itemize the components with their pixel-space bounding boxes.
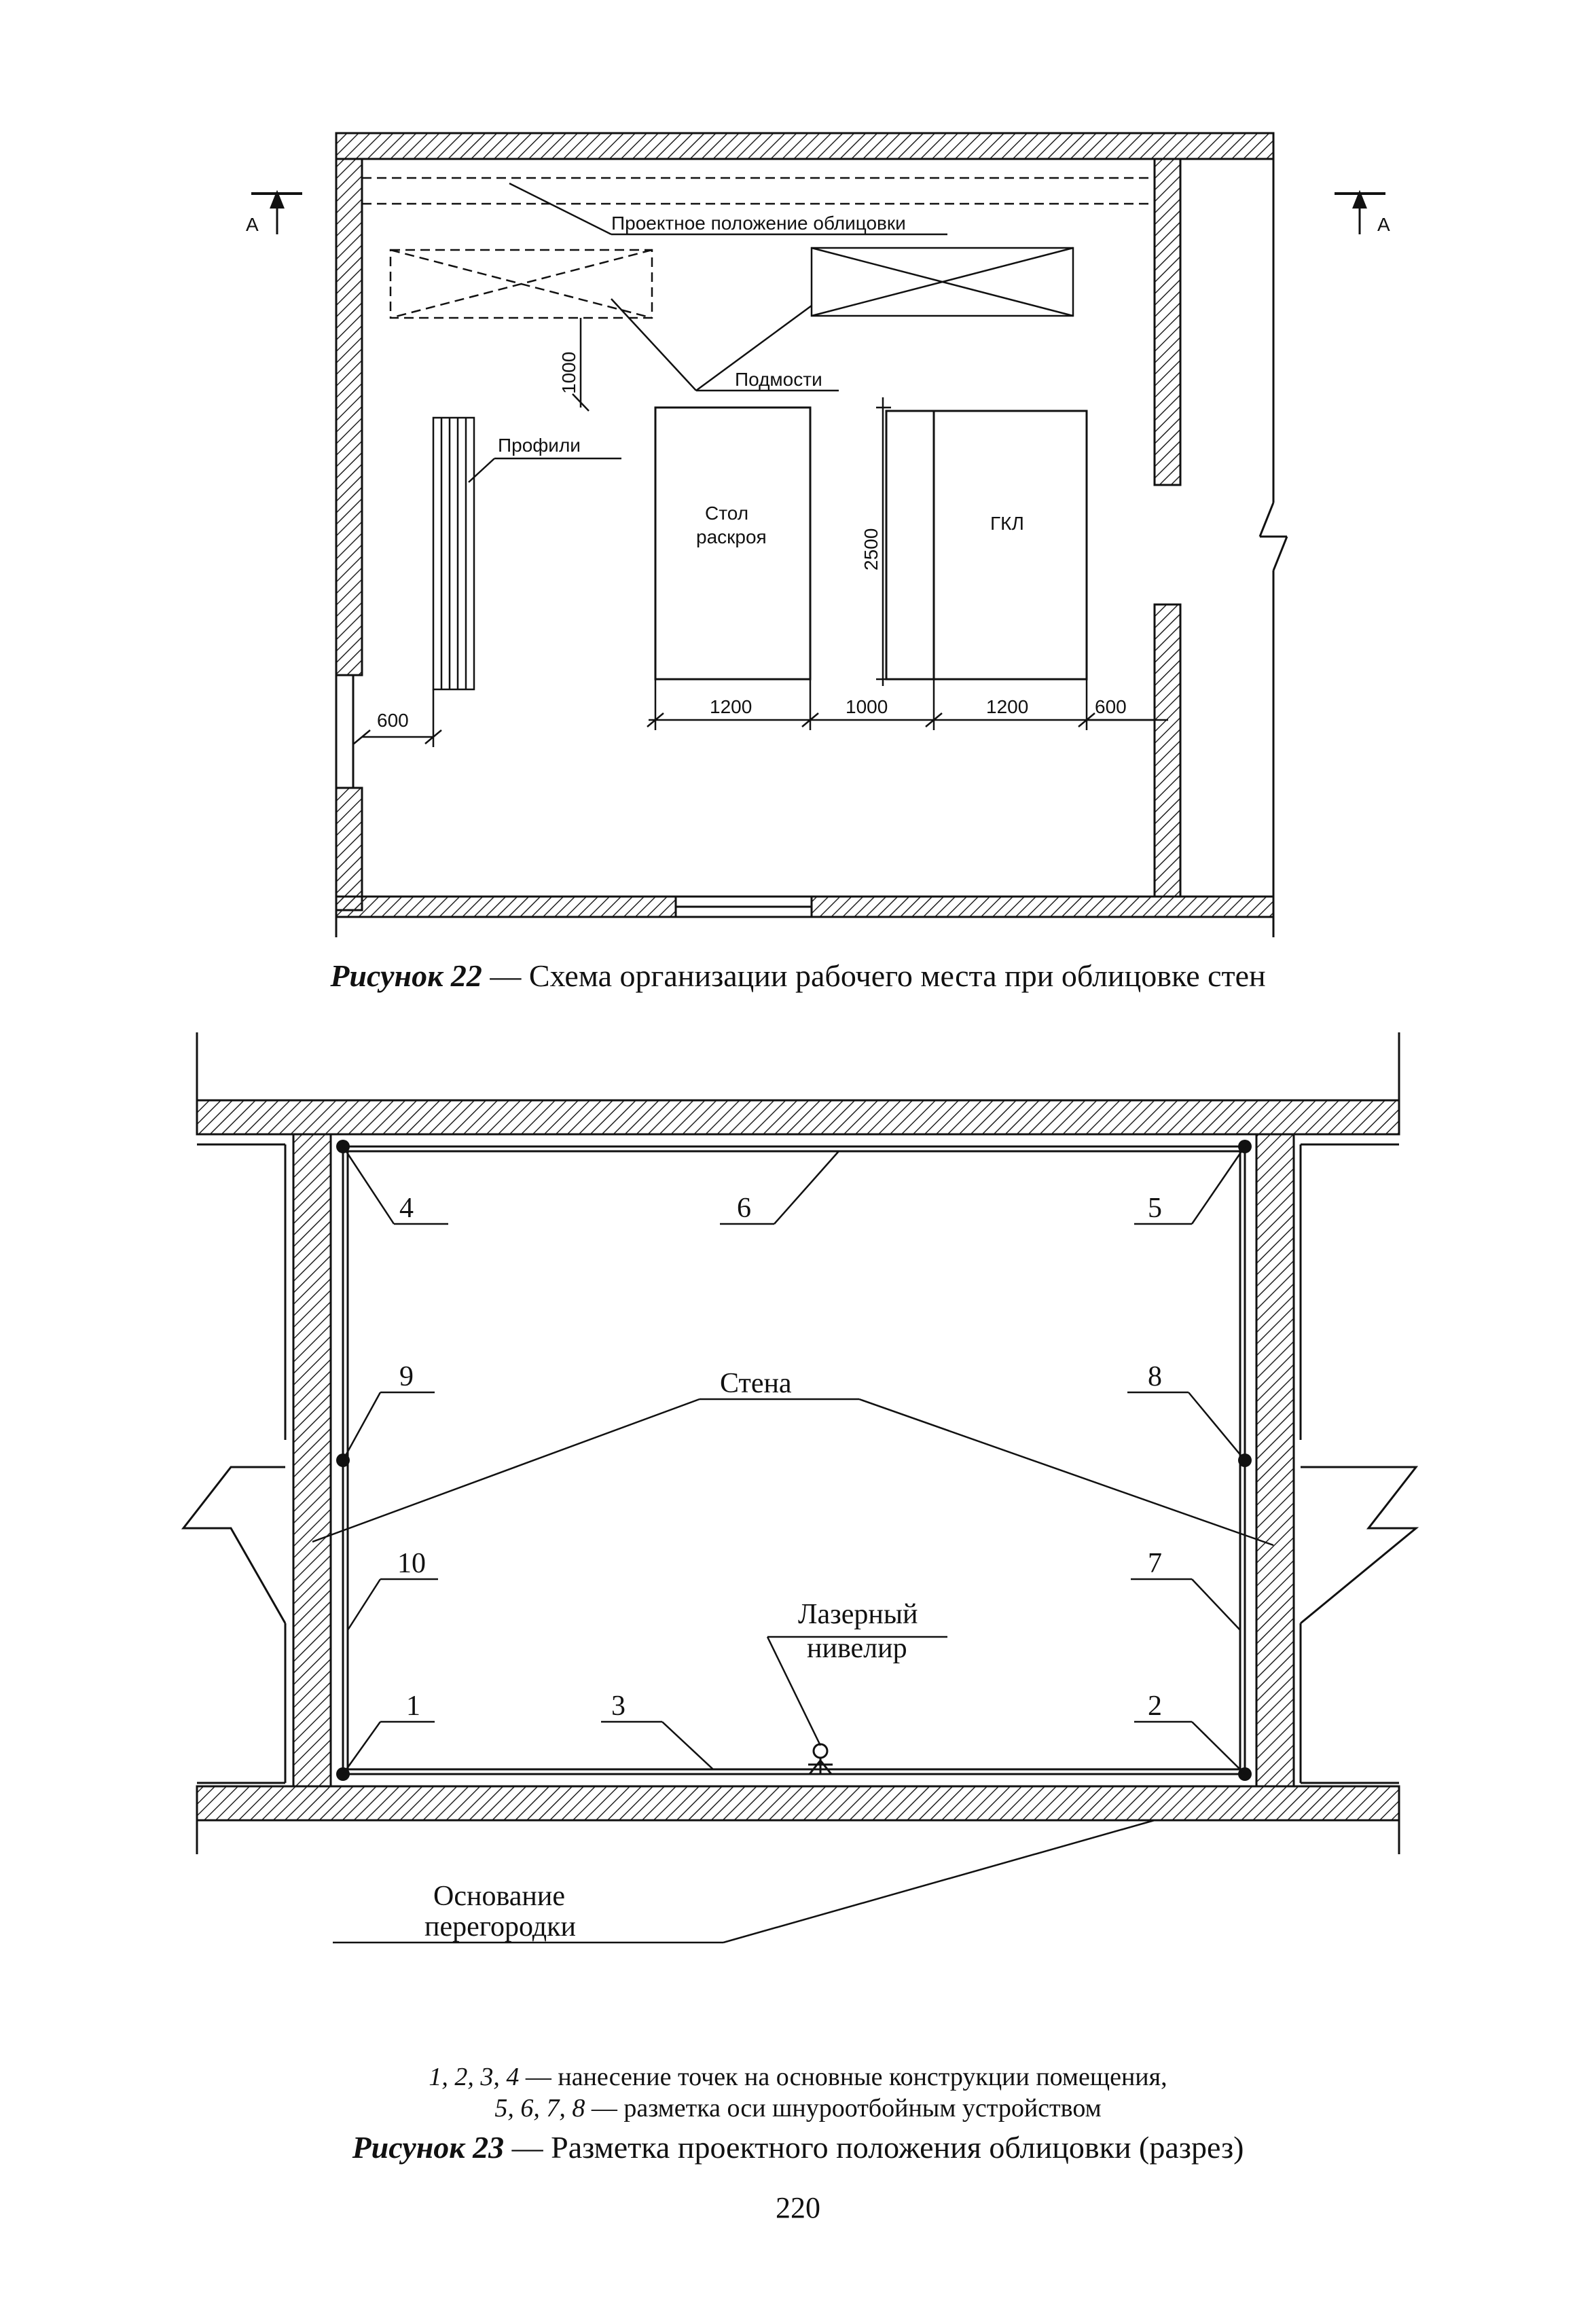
legend-line-1-nums: 1, 2, 3, 4 (429, 2063, 520, 2091)
figure-23-caption (0, 2129, 1596, 2165)
label-3: 3 (611, 1691, 625, 1722)
legend-line-2-nums: 5, 6, 7, 8 (494, 2094, 585, 2123)
label-laser-line2: нивелир (807, 1633, 907, 1664)
label-table-line2: раскроя (696, 526, 767, 547)
label-table-line1: Стол (705, 503, 749, 524)
walls-hatched (197, 1100, 1399, 1820)
dim-1000-b: 1000 (846, 696, 888, 717)
scaffold-left (391, 250, 652, 318)
label-7: 7 (1148, 1548, 1162, 1579)
label-base-line1: Основание (433, 1881, 565, 1912)
label-gkl: ГКЛ (990, 513, 1024, 534)
page-number: 220 (776, 2191, 820, 2224)
section-label-left: А (246, 214, 259, 235)
gkl-stack (886, 411, 1087, 679)
label-project-position: Проектное положение облицовки (611, 213, 906, 234)
section-marker-left (251, 194, 302, 234)
label-9: 9 (399, 1361, 414, 1392)
profiles-stack (433, 418, 474, 689)
label-profiles: Профили (498, 435, 581, 456)
label-2: 2 (1148, 1691, 1162, 1722)
label-8: 8 (1148, 1361, 1162, 1392)
legend-line-2-text: — разметка оси шнуроотбойным устройством (585, 2094, 1102, 2123)
laser-level-icon (808, 1744, 833, 1774)
figure-23-section (0, 1032, 1596, 2024)
dim-600-right: 600 (1095, 696, 1127, 717)
figure-22-caption-prefix: Рисунок 22 (330, 958, 482, 993)
legend-line-1-text: — нанесение точек на основные конструкции помещения, (519, 2063, 1167, 2091)
section-label-right: А (1377, 214, 1390, 235)
label-4: 4 (399, 1193, 414, 1224)
figure-23-legend (0, 2061, 1596, 2124)
lining-axis-lines (343, 1146, 1245, 1774)
project-lining-line (362, 178, 1155, 204)
dim-1200-c: 1200 (986, 696, 1029, 717)
dim-2500: 2500 (860, 528, 882, 571)
figure-23-caption-text: — Разметка проектного положения облицовки (разрез) (504, 2130, 1244, 2165)
dim-1000-vertical: 1000 (558, 351, 579, 394)
label-6: 6 (737, 1193, 751, 1224)
label-base-line2: перегородки (424, 1911, 576, 1943)
label-5: 5 (1148, 1193, 1162, 1224)
label-1: 1 (406, 1691, 420, 1722)
label-wall: Стена (720, 1368, 792, 1399)
figure-22-caption-text: — Схема организации рабочего места при облицовке стен (482, 958, 1266, 993)
figure-22-caption (0, 958, 1596, 994)
leader-lines-23 (312, 1146, 1273, 1943)
dim-600-left: 600 (377, 710, 409, 731)
legend-line-2 (0, 2093, 1596, 2124)
label-laser-line1: Лазерный (798, 1599, 918, 1630)
scaffold-right (812, 248, 1073, 316)
label-scaffolds: Подмости (735, 369, 822, 390)
figure-23-caption-prefix: Рисунок 23 (352, 2130, 505, 2165)
legend-line-1 (0, 2061, 1596, 2093)
dim-1200-a: 1200 (710, 696, 752, 717)
figure-22-workplace-plan (0, 122, 1596, 951)
marker-points (336, 1140, 1252, 1781)
label-10: 10 (397, 1548, 426, 1579)
